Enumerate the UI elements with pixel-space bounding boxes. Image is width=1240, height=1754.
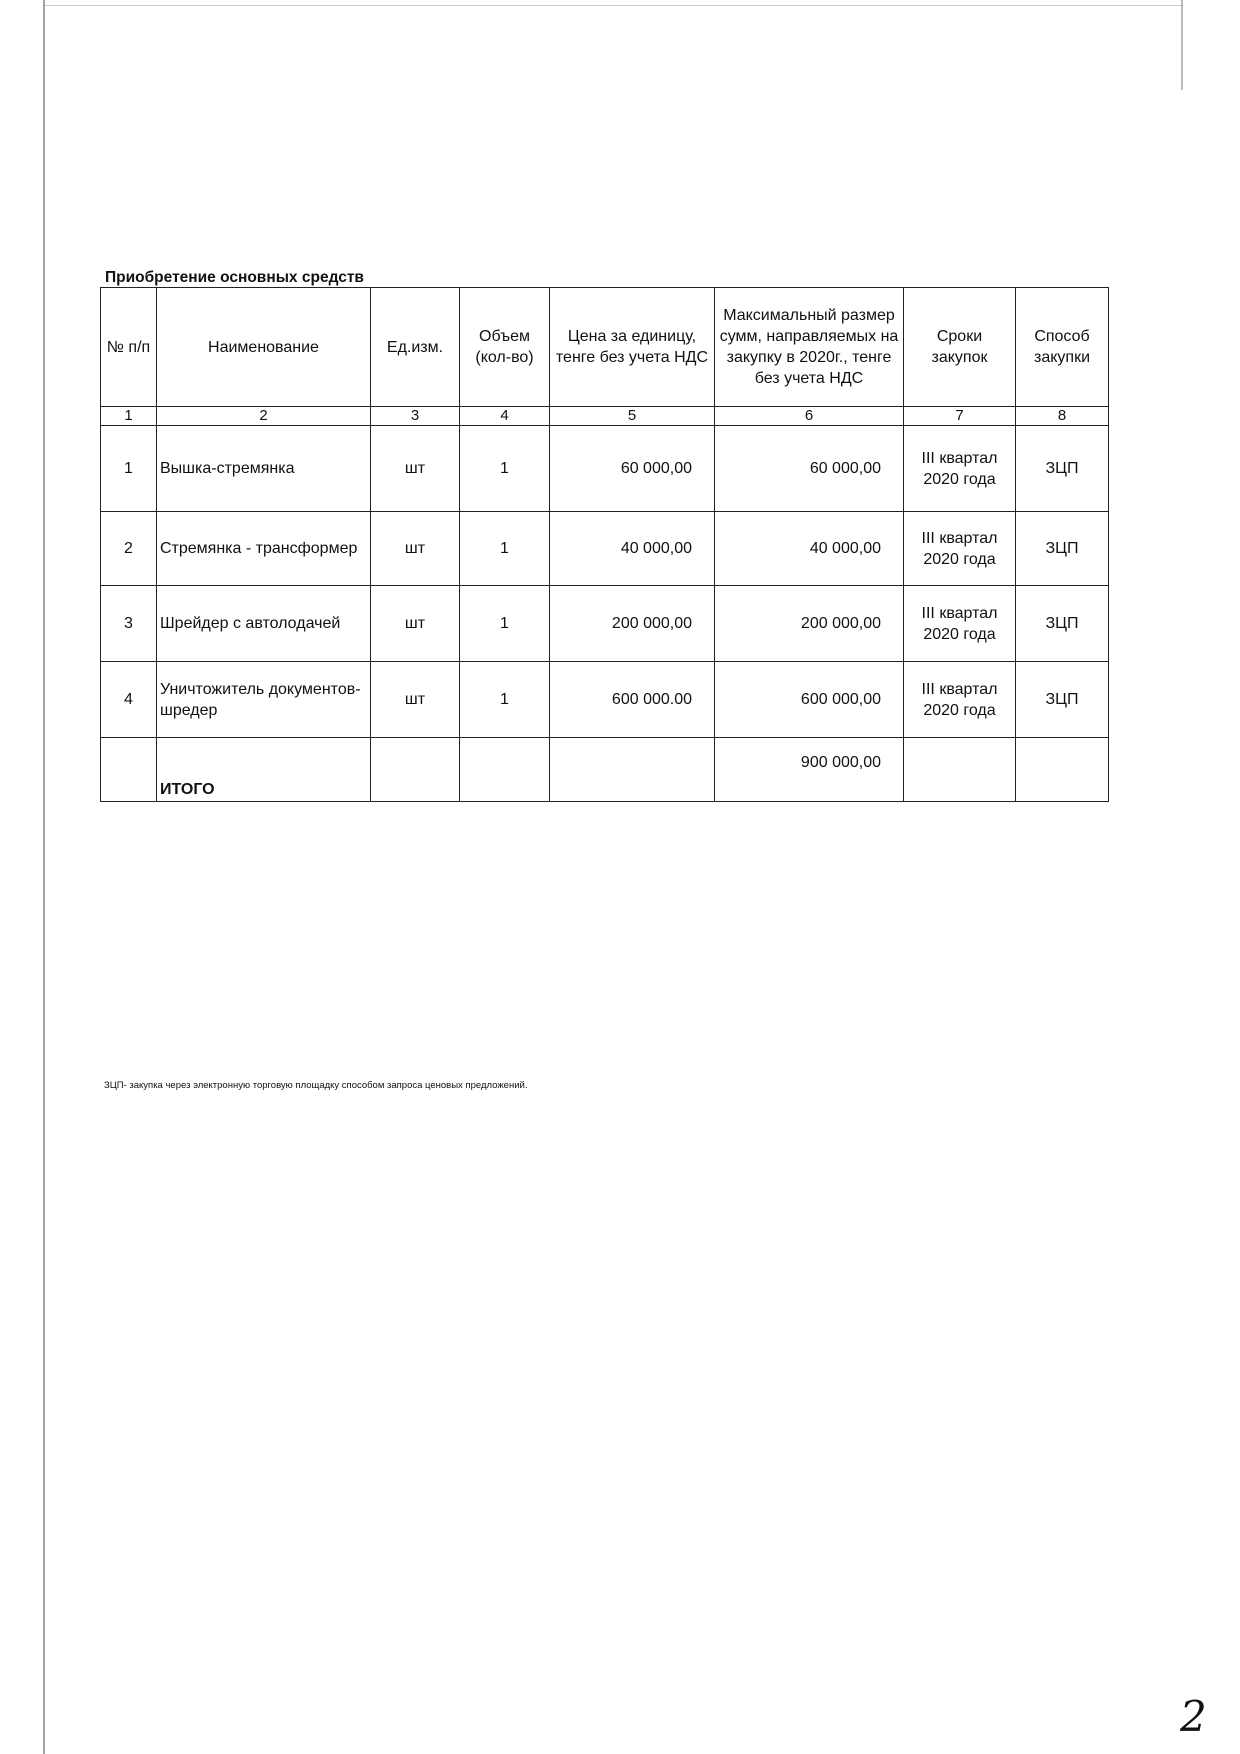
column-number: 2 (157, 407, 371, 426)
column-number: 6 (715, 407, 904, 426)
item-method: ЗЦП (1016, 586, 1109, 662)
item-unit: шт (371, 512, 460, 586)
item-term: III квартал 2020 года (904, 662, 1016, 738)
empty-cell (460, 738, 550, 802)
empty-cell (550, 738, 715, 802)
item-method: ЗЦП (1016, 426, 1109, 512)
total-value: 900 000,00 (715, 738, 904, 802)
table-row (101, 426, 1109, 512)
scan-edge-top (43, 5, 1183, 6)
item-method: ЗЦП (1016, 662, 1109, 738)
table-row (101, 512, 1109, 586)
item-price: 40 000,00 (550, 512, 715, 586)
table-row (101, 586, 1109, 662)
table-title: Приобретение основных средств (105, 269, 364, 286)
item-qty: 1 (460, 512, 550, 586)
item-max-sum: 40 000,00 (715, 512, 904, 586)
header-cell-name: Наименование (157, 288, 371, 407)
header-cell-max-sum: Максимальный размер сумм, направляемых на закупку в 2020г., тенге без учета НДС (715, 288, 904, 407)
item-unit: шт (371, 586, 460, 662)
header-cell-term: Сроки закупок (904, 288, 1016, 407)
item-price: 200 000,00 (550, 586, 715, 662)
column-number: 1 (101, 407, 157, 426)
header-cell-method: Способ закупки (1016, 288, 1109, 407)
column-number: 5 (550, 407, 715, 426)
row-number: 3 (101, 586, 157, 662)
row-number: 4 (101, 662, 157, 738)
item-price: 60 000,00 (550, 426, 715, 512)
empty-cell (904, 738, 1016, 802)
header-cell-unit: Ед.изм. (371, 288, 460, 407)
item-max-sum: 200 000,00 (715, 586, 904, 662)
item-term: III квартал 2020 года (904, 586, 1016, 662)
empty-cell (371, 738, 460, 802)
column-number: 7 (904, 407, 1016, 426)
item-max-sum: 60 000,00 (715, 426, 904, 512)
scan-edge-left (43, 0, 45, 1754)
item-price: 600 000.00 (550, 662, 715, 738)
total-row (101, 738, 1109, 802)
item-qty: 1 (460, 586, 550, 662)
empty-cell (1016, 738, 1109, 802)
item-name: Шрейдер с автолодачей (157, 586, 371, 662)
column-number-row (101, 407, 1109, 426)
item-qty: 1 (460, 426, 550, 512)
item-name: Уничтожитель документов-шредер (157, 662, 371, 738)
item-max-sum: 600 000,00 (715, 662, 904, 738)
item-unit: шт (371, 662, 460, 738)
row-number: 2 (101, 512, 157, 586)
table-row (101, 662, 1109, 738)
row-number: 1 (101, 426, 157, 512)
header-cell-qty: Объем (кол-во) (460, 288, 550, 407)
total-label: ИТОГО (157, 738, 371, 802)
procurement-table (100, 287, 1109, 802)
header-row (101, 288, 1109, 407)
item-term: III квартал 2020 года (904, 512, 1016, 586)
item-unit: шт (371, 426, 460, 512)
scan-edge-right (1181, 0, 1183, 90)
item-name: Вышка-стремянка (157, 426, 371, 512)
item-name: Стремянка - трансформер (157, 512, 371, 586)
header-cell-price: Цена за единицу, тенге без учета НДС (550, 288, 715, 407)
item-term: III квартал 2020 года (904, 426, 1016, 512)
column-number: 8 (1016, 407, 1109, 426)
page-number: 2 (1180, 1692, 1207, 1741)
column-number: 3 (371, 407, 460, 426)
header-cell-no: № п/п (101, 288, 157, 407)
footnote: ЗЦП- закупка через электронную торговую площадку способом запроса ценовых предложений. (104, 1080, 528, 1091)
column-number: 4 (460, 407, 550, 426)
item-method: ЗЦП (1016, 512, 1109, 586)
item-qty: 1 (460, 662, 550, 738)
empty-cell (101, 738, 157, 802)
